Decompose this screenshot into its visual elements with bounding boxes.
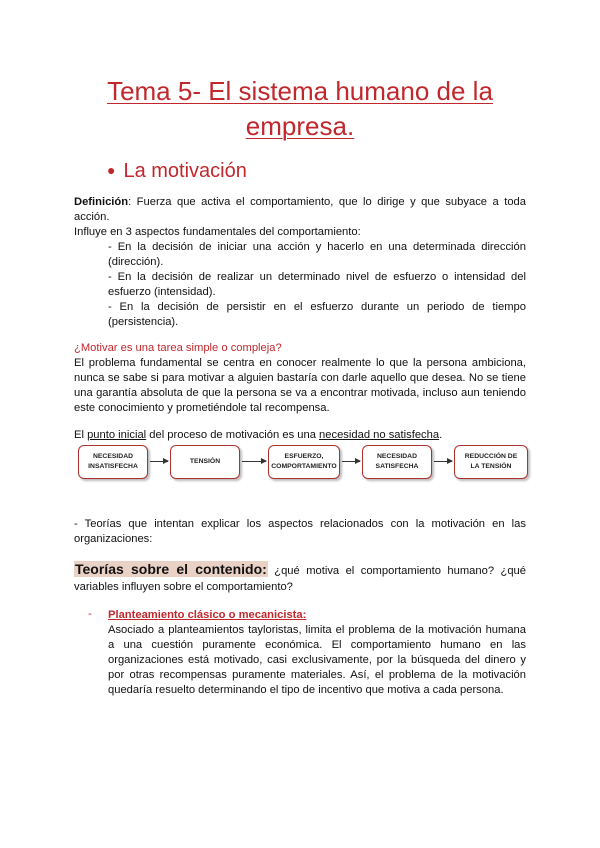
aspect-item: - En la decisión de realizar un determinado nivel de esfuerzo o intensidad del esfuerzo (intensidad). (108, 271, 526, 298)
list-dash: - (88, 608, 92, 620)
section-label: La motivación (123, 160, 247, 182)
content-theories-heading: Teorías sobre el contenido: (75, 561, 267, 577)
definition-text: : Fuerza que activa el comportamiento, que lo dirige y que subyace a toda acción. (74, 196, 526, 223)
title-line-1: Tema 5- El sistema humano de la (107, 76, 493, 106)
start-point-post: . (439, 429, 443, 441)
section-heading (107, 160, 247, 183)
aspect-item: - En la decisión de iniciar una acción y hacerlo en una determinada dirección (dirección). (108, 241, 526, 268)
bullet-icon: ● (107, 162, 116, 178)
page-title (0, 74, 600, 144)
start-point-underlined-1: punto inicial (87, 429, 147, 441)
definition-paragraph (74, 195, 526, 225)
flow-arrow (150, 461, 168, 462)
motivation-process-diagram (74, 445, 530, 487)
flow-box-line: LA TENSIÓN (470, 463, 512, 470)
flow-arrow (434, 461, 452, 462)
flow-box-line: TENSIÓN (189, 458, 221, 465)
start-point-mid: del proceso de motivación es una (146, 429, 320, 441)
problem-paragraph: El problema fundamental se centra en conocer realmente lo que la persona ambiciona, nunca se sabe si para motivar a alguien bastaría con darle aquello que desea. No se tiene una garantía absoluta de que la persona se va a encontrar motivada, incluso aun teniendo este conocimiento y prometiéndole tal recompensa. (74, 357, 526, 414)
content-theories-paragraph (74, 561, 526, 595)
classic-approach-block (108, 608, 526, 698)
start-point-underlined-2: necesidad no satisfecha (319, 429, 440, 441)
flow-box-line: REDUCCIÓN DE (464, 453, 518, 460)
flow-box-line: INSATISFECHA (88, 463, 138, 470)
flow-box-line: NECESIDAD (92, 453, 134, 460)
flow-box-line: NECESIDAD (376, 453, 417, 460)
flow-box-need-satisfied (362, 445, 432, 479)
theories-intro: - Teorías que intentan explicar los aspectos relacionados con la motivación en las organizaciones: (74, 518, 526, 545)
aspect-item: - En la decisión de persistir en el esfuerzo durante un periodo de tiempo (persistencia). (108, 301, 526, 328)
title-line-2: empresa. (245, 111, 355, 141)
flow-box-effort (268, 445, 340, 479)
influence-intro: Influye en 3 aspectos fundamentales del comportamiento: (74, 226, 361, 238)
start-point-pre: El (74, 429, 88, 441)
flow-box-need-unsatisfied (78, 445, 148, 479)
classic-approach-text: Asociado a planteamientos tayloristas, limita el problema de la motivación humana a una cuestión puramente económica. El comportamiento humano en las organizaciones está motivado, casi exclusivamente, por la búsqueda del dinero y por otras recompensas puramente materiales. Así, el problema de la motivación quedaría resuelto determinando el tipo de incentivo que motiva a cada persona. (108, 624, 526, 696)
flow-box-line: ESFUERZO, (284, 453, 324, 460)
start-point-paragraph (74, 428, 526, 443)
flow-box-line: COMPORTAMIENTO (271, 463, 337, 470)
question-heading: ¿Motivar es una tarea simple o compleja? (74, 342, 282, 354)
definition-term: Definición (74, 196, 129, 208)
flow-arrow (342, 461, 360, 462)
flow-box-tension-reduction (454, 445, 528, 479)
flow-box-tension (170, 445, 240, 479)
flow-box-line: SATISFECHA (375, 463, 419, 470)
classic-approach-heading: Planteamiento clásico o mecanicista: (108, 609, 307, 621)
flow-arrow (242, 461, 266, 462)
content-theories-text: ¿qué motiva el comportamiento humano? ¿qué variables influyen sobre el comportamiento? (74, 565, 526, 593)
